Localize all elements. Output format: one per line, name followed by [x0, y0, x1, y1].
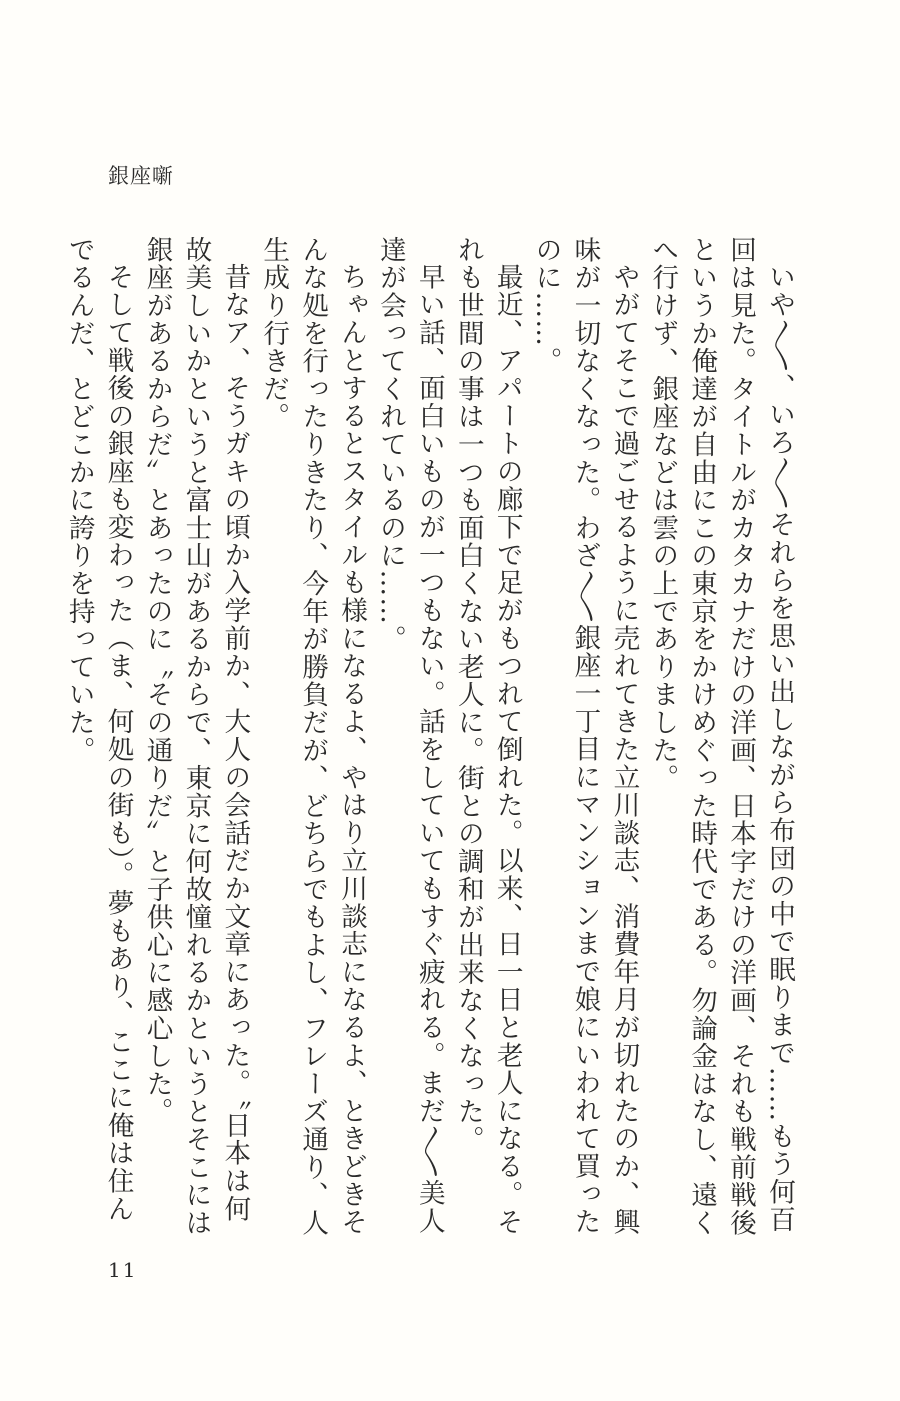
page-number: 11 — [108, 1258, 138, 1282]
vertical-text-body — [63, 236, 798, 1248]
running-head-title: 銀座噺 — [108, 164, 174, 188]
paragraph: やがてそこで過ごせるように売れてきた立川談志、消費年月が切れたのか、興味が一切なくなった。わざ〳〵銀座一丁目にマンションまで娘にいわれて買ったのに……。 — [530, 236, 640, 1236]
paragraph: ちゃんとするとスタイルも様になるよ、やはり立川談志になるよ、ときどきそんな処を行ったりきたり、今年が勝負だが、どちらでもよし、フレーズ通り、人生成り行きだ。 — [258, 236, 368, 1237]
paragraph: 早い話、面白いものが一つもない。話をしていてもすぐ疲れる。まだ〳〵美人達が会ってくれているのに……。 — [374, 236, 445, 1235]
paragraph: 昔なア、そうガキの頃か入学前か、大人の会話だか文章にあった。〝日本は何故美しいかというと富士山があるからで、東京に何故憧れるかというとそこには銀座があるからだ〟とあったのに〝その通りだ〟と子供心に感心した。 — [141, 236, 251, 1237]
paragraph: 最近、アパートの廊下で足がもつれて倒れた。以来、日一日と老人になる。それも世間の事は一つも面白くない老人に。街との調和が出来なくなった。 — [452, 236, 523, 1236]
paragraph: いや〳〵、いろ〳〵それらを思い出しながら布団の中で眠りまで……もう何百回は見た。タイトルがカタカナだけの洋画、日本字だけの洋画、それも戦前戦後というか俺達が自由にこの東京をかけめぐった時代である。勿論金はなし、遠くへ行けず、銀座などは雲の上でありました。 — [647, 236, 795, 1237]
paragraph: そして戦後の銀座も変わった（ま、何処の街も）。夢もあり、ここに俺は住んでるんだ、とどこかに誇りを持っていた。 — [63, 236, 134, 1223]
